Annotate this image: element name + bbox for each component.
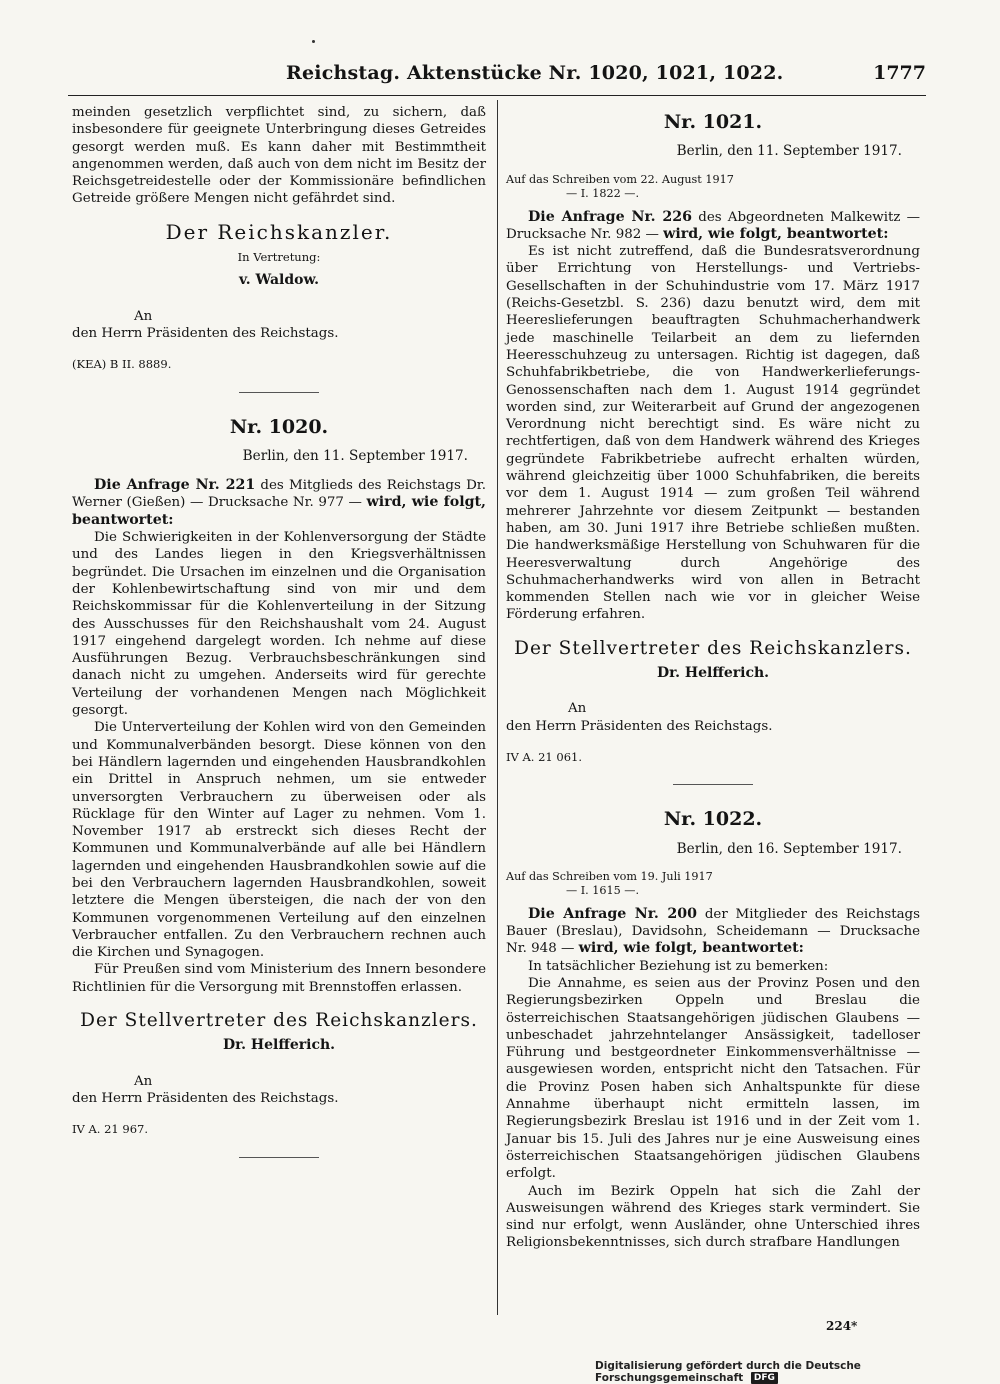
- letter-reference-number: — I. 1822 —.: [566, 186, 640, 200]
- document-number: Nr. 1021.: [663, 111, 763, 133]
- file-reference: (KEA) B II. 8889.: [72, 357, 172, 372]
- body-paragraph: In tatsächlicher Beziehung ist zu bemerken:: [528, 958, 829, 974]
- inquiry-answer-phrase: wird, wie folgt, beantwortet:: [663, 225, 889, 242]
- recipient: den Herrn Präsidenten des Reichstags.: [72, 1090, 339, 1106]
- dfg-logo: DFG: [751, 1372, 778, 1384]
- signature-title: Der Reichskanzler.: [165, 219, 393, 244]
- inquiry-lead: [72, 477, 486, 529]
- body-paragraph: Für Preußen sind vom Ministerium des Innern besondere Richtlinien für die Versorgung mit Brennstoffen erlassen.: [72, 962, 486, 995]
- document-number: Nr. 1022.: [663, 808, 763, 831]
- separator: [239, 392, 319, 393]
- letter-reference: [506, 173, 920, 201]
- right-column: [506, 104, 920, 1252]
- recipient: den Herrn Präsidenten des Reichstags.: [506, 718, 773, 734]
- continuation-paragraph: meinden gesetzlich verpflichtet sind, zu sichern, daß insbesondere für geeignete Unterbringung dieses Getreides gesorgt werden muß. Es kann daher mit Bestimmtheit angenommen werden, daß auch von dem nicht im Besitz der Reichsgetreidestelle oder der Kommissionäre befindlichen Getreide größere Mengen nicht gefährdet sind.: [72, 105, 486, 207]
- file-reference: IV A. 21 061.: [506, 749, 583, 764]
- inquiry-lead: [506, 906, 920, 958]
- address-an: An: [134, 1073, 153, 1089]
- body-paragraph: Die Annahme, es seien aus der Provinz Posen und den Regierungsbezirken Oppeln und Breslau die österreichischen Staatsangehörigen jüdischen Glaubens — unbeschadet jahrzehntelanger Ansässigkeit, tadelloser Führung und bestgeordneter Einkommensverhältnisse — ausgewiesen worden, entspricht nicht den Tatsachen. Für die Provinz Posen haben sich Anhaltspunkte für diese Annahme überhaupt nicht ermitteln lassen, im Regierungsbezirk Breslau ist 1916 und in der Zeit vom 1. Januar bis 15. Juli des Jahres nur je eine Ausweisung eines österreichischen Staatsangehörigen jüdischen Glaubens erfolgt.: [506, 975, 920, 1182]
- left-column: [72, 104, 486, 1184]
- header-rule: [68, 95, 926, 96]
- document-date: Berlin, den 16. September 1917.: [676, 840, 902, 857]
- signature-title: Der Stellvertreter des Reichskanzlers.: [514, 637, 912, 659]
- inquiry-number: Die Anfrage Nr. 226: [528, 208, 693, 225]
- file-reference: IV A. 21 967.: [72, 1122, 149, 1137]
- inquiry-text: des Mitglieds des Reichstags Dr. Werner (Gießen) — Drucksache Nr. 977 —: [72, 478, 486, 511]
- running-title: Reichstag. Aktenstücke Nr. 1020, 1021, 1022.: [286, 62, 784, 84]
- document-date: Berlin, den 11. September 1917.: [242, 447, 468, 464]
- sheet-signature-mark: 224*: [826, 1319, 858, 1333]
- separator: [673, 784, 753, 785]
- address-an: An: [134, 308, 153, 324]
- letter-reference: [506, 870, 920, 898]
- signature-title: Der Stellvertreter des Reichskanzlers.: [80, 1010, 478, 1032]
- document-number: Nr. 1020.: [229, 415, 329, 438]
- document-date: Berlin, den 11. September 1917.: [676, 143, 902, 160]
- inquiry-lead: [506, 209, 920, 244]
- inquiry-number: Die Anfrage Nr. 221: [94, 477, 256, 494]
- signature-name: Dr. Helfferich.: [222, 1037, 336, 1054]
- inquiry-text: des Abgeordneten Malkewitz — Drucksache Nr. 982 —: [506, 209, 921, 242]
- credit-text: Digitalisierung gefördert durch die Deutsche Forschungsgemeinschaft: [595, 1360, 861, 1384]
- body-paragraph: Es ist nicht zutreffend, daß die Bundesratsverordnung über Errichtung von Herstellungs- und Vertriebs-Gesellschaften in der Schuhindustrie vom 17. März 1917 (Reichs-Gesetzbl. S. 236) dazu benutzt wird, dem mit Heereslieferungen beauftragten Schuhmacherhandwerk jede maschinelle Teilarbeit an dem zu liefernden Heeresschuhzeug zu untersagen. Richtig ist dagegen, daß Schuhfabrikbetriebe, die von Handwerkerlieferungs-Genossenschaften nach dem 1. August 1914 gegründet worden sind, zur Weiterarbeit auf Grund der angezogenen Verordnung nicht berechtigt sind. Es wäre nicht zu rechtfertigen, daß von dem Handwerk während des Krieges gegründete Fabrikbetriebe aufrecht erhalten würden, während gleichzeitig über 1000 Schuhfabriken, die bereits vor dem 1. August 1914 — zum großen Teil während mehrerer Jahrzehnte vor diesem Zeitpunkt — bestanden haben, am 30. Juni 1917 ihre Betriebe schließen mußten. Die handwerksmäßige Herstellung von Schuhwaren für die Heeresverwaltung durch Angehörige des Schuhmacherhandwerks wird von allen in Betracht kommenden Stellen nach wie vor in gleicher Weise Förderung erfahren.: [506, 244, 920, 623]
- signature-subtitle: In Vertretung:: [237, 250, 321, 265]
- recipient: den Herrn Präsidenten des Reichstags.: [72, 325, 339, 341]
- print-speck: [312, 40, 315, 43]
- inquiry-number: Die Anfrage Nr. 200: [528, 905, 697, 922]
- letter-reference-number: — I. 1615 —.: [566, 883, 640, 897]
- address-an: An: [568, 701, 587, 717]
- separator: [239, 1157, 319, 1158]
- inquiry-answer-phrase: wird, wie folgt, beantwortet:: [72, 494, 486, 528]
- body-paragraph: Auch im Bezirk Oppeln hat sich die Zahl der Ausweisungen während des Krieges stark vermindert. Sie sind nur erfolgt, wenn Ausländer, ohne Unterschied ihres Religionsbekenntnisses, sich durch strafbare Handlungen: [506, 1183, 920, 1251]
- page-number: 1777: [873, 62, 926, 84]
- digitization-credit: [595, 1360, 1000, 1384]
- inquiry-answer-phrase: wird, wie folgt, beantwortet:: [578, 940, 804, 957]
- signature-name: v. Waldow.: [238, 272, 319, 289]
- page-header: [66, 60, 926, 92]
- inquiry-text: der Mitglieder des Reichstags Bauer (Breslau), Davidsohn, Scheidemann — Drucksache Nr. 948 —: [506, 906, 921, 957]
- body-paragraph: Die Schwierigkeiten in der Kohlenversorgung der Städte und des Landes liegen in den Kriegsverhältnissen begründet. Die Ursachen im einzelnen und die Organisation der Kohlenbewirtschaftung sind von mir und dem Reichskommissar für die Kohlenverteilung in der Sitzung des Ausschusses für den Reichshaushalt vom 24. August 1917 eingehend dargelegt worden. Ich nehme auf diese Ausführungen Bezug. Verbrauchsbeschränkungen sind danach nicht zu umgehen. Anderseits wird für gerechte Verteilung der vorhandenen Mengen nach Möglichkeit gesorgt.: [72, 530, 486, 719]
- letter-reference-line: Auf das Schreiben vom 19. Juli 1917: [506, 869, 713, 883]
- column-divider: [497, 100, 498, 1315]
- signature-name: Dr. Helfferich.: [656, 665, 770, 682]
- letter-reference-line: Auf das Schreiben vom 22. August 1917: [506, 172, 734, 186]
- body-paragraph: Die Unterverteilung der Kohlen wird von den Gemeinden und Kommunalverbänden besorgt. Diese können von den bei Händlern lagernden und eingehenden Hausbrandkohlen ein Drittel in Anspruch nehmen, um sie entweder unversorgten Verbrauchern zu überweisen oder als Rücklage für den Winter auf Lager zu nehmen. Vom 1. November 1917 ab erstreckt sich dieses Recht der Kommunen und Kommunalverbände auf alle bei Händlern lagernden und eingehenden Hausbrandkohlen sowie auf die bei den Verbrauchern lagernden Hausbrandkohlen, soweit letztere die Mengen übersteigen, die nach der von den Kommunen vorgenommenen Verteilung auf den einzelnen Verbraucher entfallen. Zu den Verbrauchern rechnen auch die Kirchen und Synagogen.: [72, 720, 486, 961]
